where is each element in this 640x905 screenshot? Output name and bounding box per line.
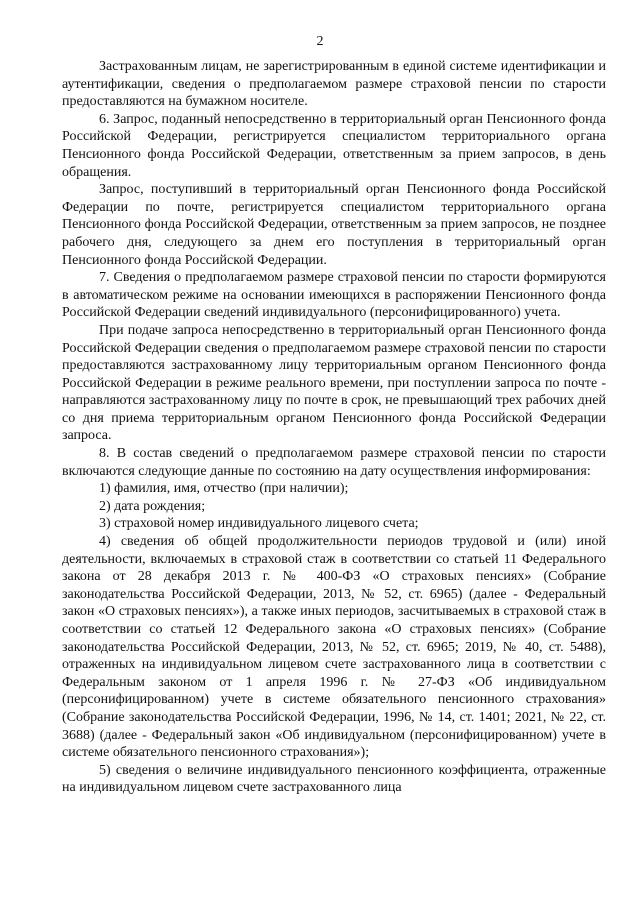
- list-item-birth-date: 2) дата рождения;: [99, 498, 206, 514]
- document-body: [62, 58, 606, 797]
- list-item-pension-coefficient: 5) сведения о величине индивидуального пенсионного коэффициента, отраженные на индивидуальном лицевом счете застрахованного лица: [62, 762, 606, 796]
- paragraph-unregistered-users: Застрахованным лицам, не зарегистрированным в единой системе идентификации и аутентификации, сведения о предполагаемом размере страховой пенсии по старости предоставляются на бумажном носителе.: [62, 59, 606, 110]
- page-number: 2: [316, 34, 324, 49]
- list-item-insurance-number: 3) страховой номер индивидуального лицевого счета;: [99, 516, 419, 532]
- paragraph-item-6: 6. Запрос, поданный непосредственно в территориальный орган Пенсионного фонда Российской Федерации, регистрируется специалистом территориального органа Пенсионного фонда Российской Федерации, ответственным за прием запросов, в день обращения.: [62, 111, 606, 180]
- paragraph-item-8: 8. В состав сведений о предполагаемом размере страховой пенсии по старости включаются следующие данные по состоянию на дату осуществления информирования:: [62, 446, 606, 479]
- paragraph-item-7: 7. Сведения о предполагаемом размере страховой пенсии по старости формируются в автоматическом режиме на основании имеющихся в распоряжении Пенсионного фонда Российской Федерации сведений индивидуального (персонифицированного) учета.: [62, 270, 606, 321]
- list-item-full-name: 1) фамилия, имя, отчество (при наличии);: [99, 481, 349, 497]
- paragraph-direct-request: При подаче запроса непосредственно в территориальный орган Пенсионного фонда Российской Федерации сведения о предполагаемом размере страховой пенсии по старости предоставляются застрахованному лицу территориальным органом Пенсионного фонда Российской Федерации в режиме реального времени, при поступлении запроса по почте - направляются застрахованному лицу по почте в срок, не превышающий трех рабочих дней со дня приема территориальным органом Пенсионного фонда Российской Федерации запроса.: [62, 322, 606, 444]
- list-item-insurance-record: 4) сведения об общей продолжительности периодов трудовой и (или) иной деятельности, включаемых в страховой стаж в соответствии со статьей 11 Федерального закона от 28 декабря 2013 г. № 400-ФЗ «О страховых пенсиях» (Собрание законодательства Российской Федерации, 2013, № 52, ст. 6965) (далее - Федеральный закон «О страховых пенсиях»), а также иных периодов, засчитываемых в страховой стаж в соответствии со статьей 12 Федерального закона «О страховых пенсиях» (Собрание законодательства Российской Федерации, 2013, № 52, ст. 6965; 2019, № 40, ст. 5488), отраженных на индивидуальном лицевом счете застрахованного лица в соответствии с Федеральным законом от 1 апреля 1996 г. № 27-ФЗ «Об индивидуальном (персонифицированном) учете в системе обязательного пенсионного страхования» (Собрание законодательства Российской Федерации, 1996, № 14, ст. 1401; 2021, № 22, ст. 3688) (далее - Федеральный закон «Об индивидуальном (персонифицированном) учете в системе обязательного пенсионного страхования»);: [62, 534, 606, 761]
- paragraph-postal-request: Запрос, поступивший в территориальный орган Пенсионного фонда Российской Федерации по почте, регистрируется специалистом территориального органа Пенсионного фонда Российской Федерации, ответственным за прием запросов, не позднее рабочего дня, следующего за днем его поступления в территориальный орган Пенсионного фонда Российской Федерации.: [62, 182, 606, 268]
